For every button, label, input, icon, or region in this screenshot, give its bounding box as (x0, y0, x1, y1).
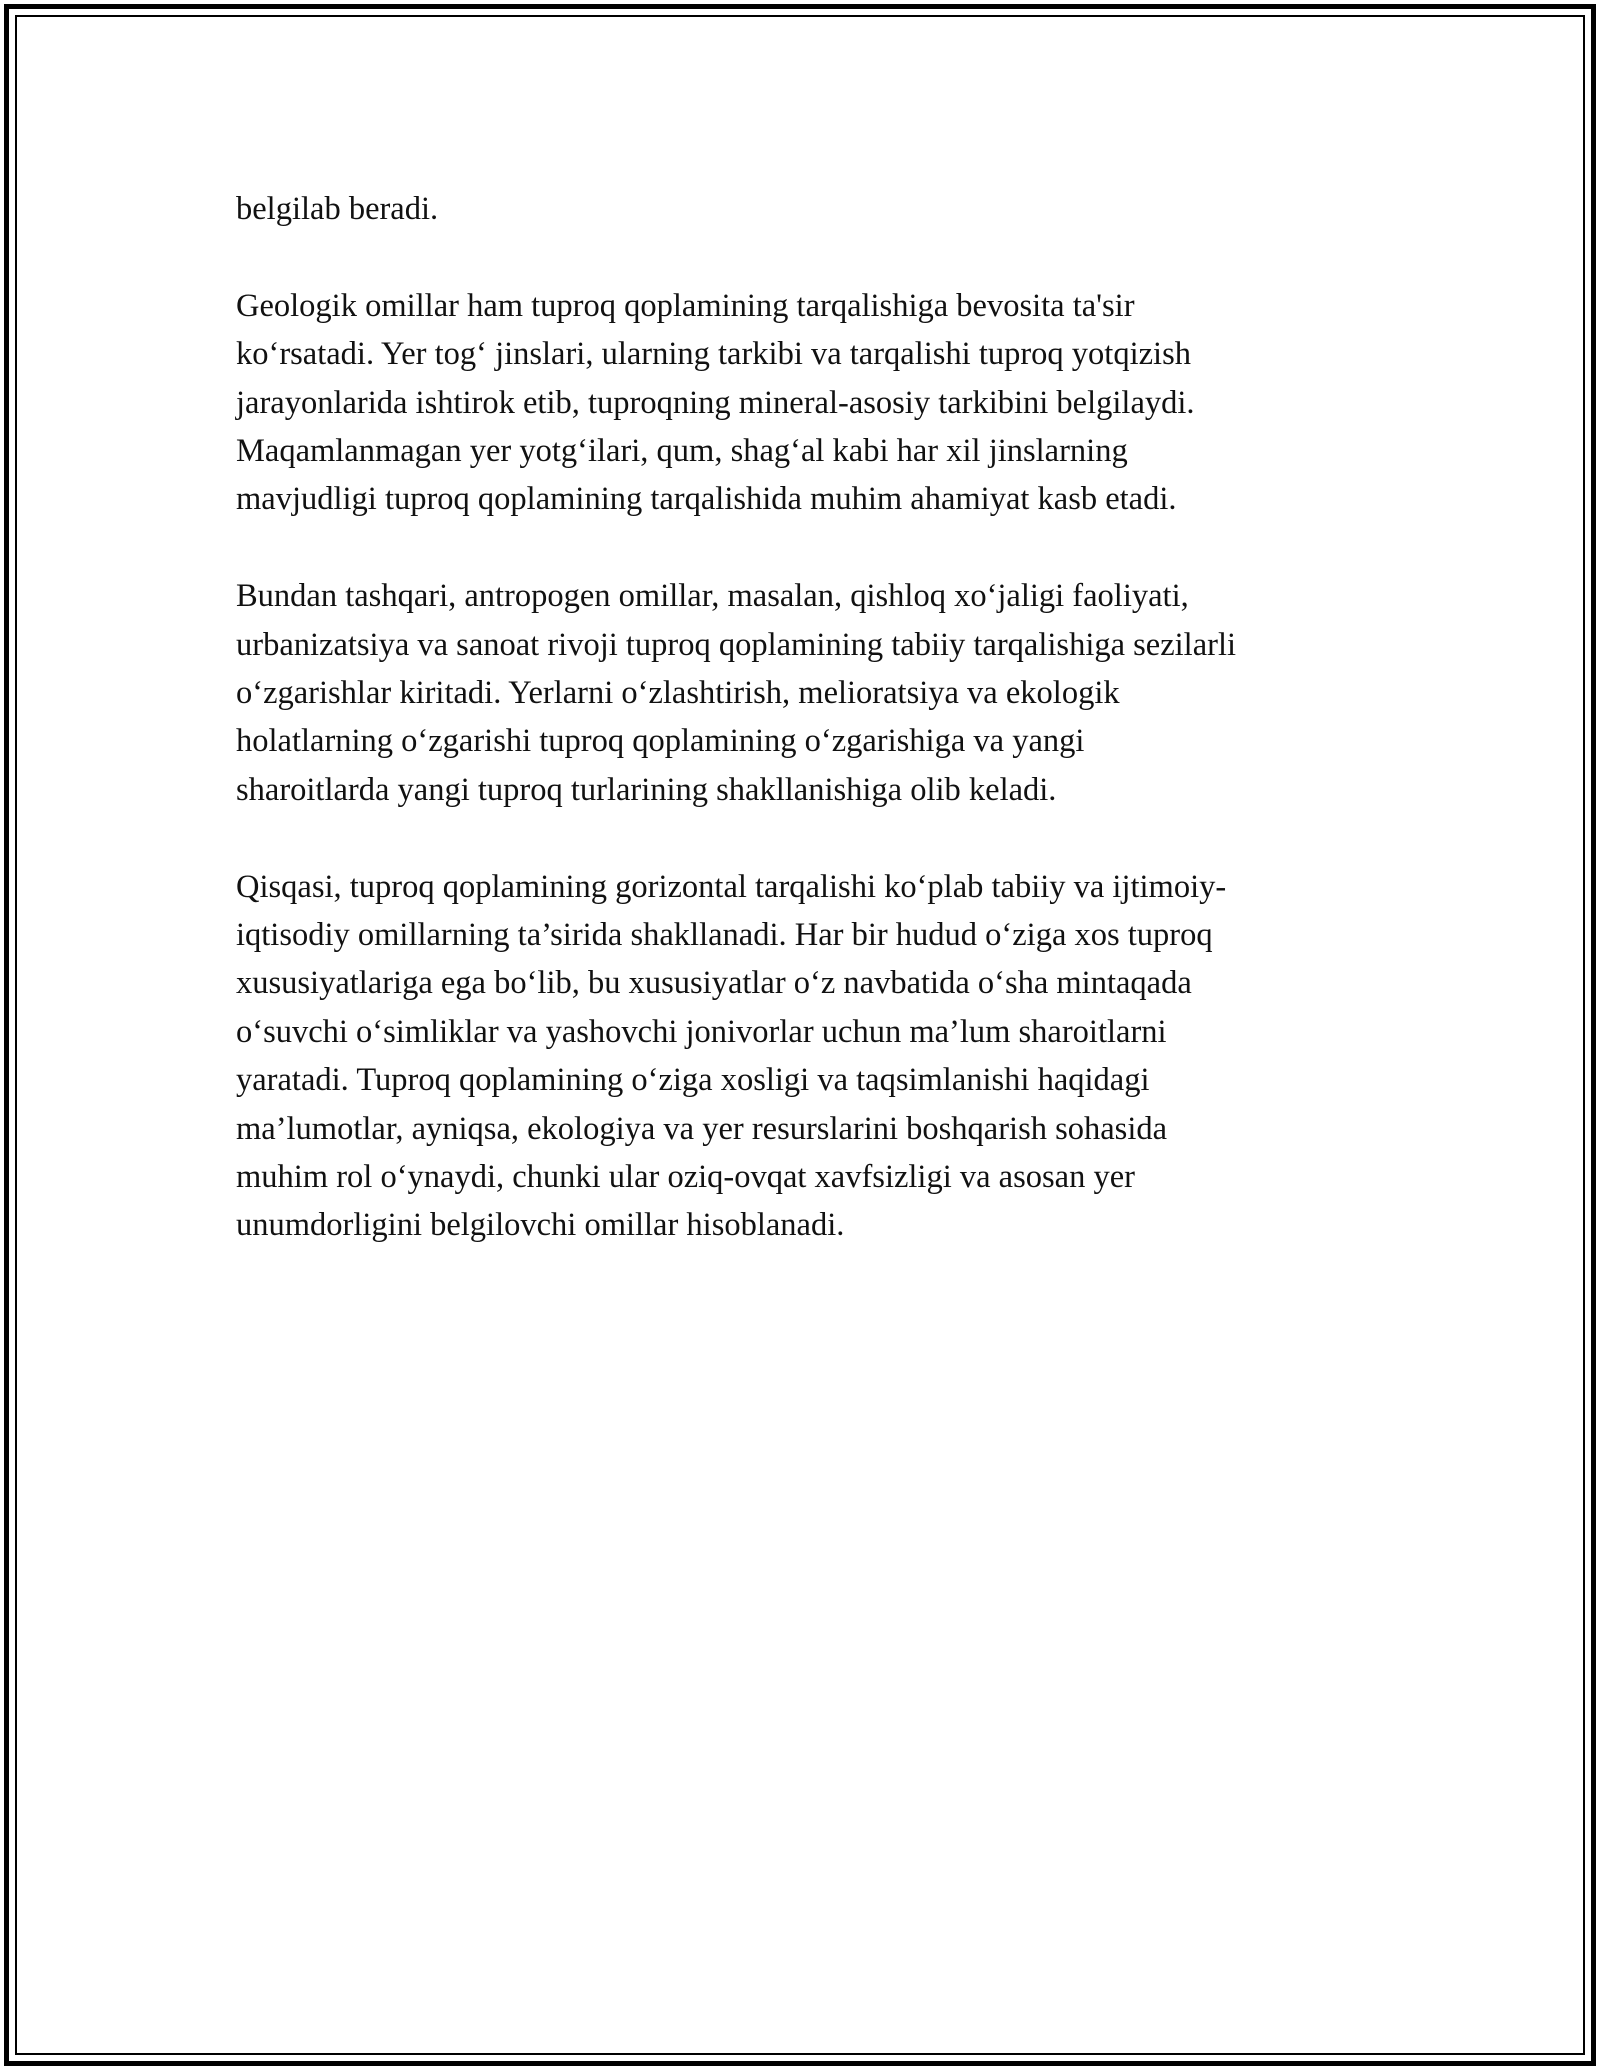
document-body (236, 185, 1376, 1298)
text-line: Qisqasi, tuproq qoplamining gorizontal tarqalishi ko‘plab tabiiy va ijtimoiy- (236, 868, 1227, 905)
paragraph-1 (236, 185, 1376, 233)
text-line: o‘suvchi o‘simliklar va yashovchi jonivorlar uchun ma’lum sharoitlarni (236, 1013, 1167, 1050)
text-line: mavjudligi tuproq qoplamining tarqalishida muhim ahamiyat kasb etadi. (236, 481, 1177, 518)
text-line: unumdorligini belgilovchi omillar hisoblanadi. (236, 1207, 845, 1244)
text-line: jarayonlarida ishtirok etib, tuproqning mineral-asosiy tarkibini belgilaydi. (236, 384, 1195, 421)
text-line: xususiyatlariga ega bo‘lib, bu xususiyatlar o‘z navbatida o‘sha mintaqada (236, 965, 1192, 1002)
text-line: holatlarning o‘zgarishi tuproq qoplamining o‘zgarishiga va yangi (236, 723, 1085, 760)
text-line: Geologik omillar ham tuproq qoplamining tarqalishiga bevosita ta'sir (236, 287, 1135, 324)
text-line: yaratadi. Tuproq qoplamining o‘ziga xosligi va taqsimlanishi haqidagi (236, 1062, 1150, 1099)
text-line: Bundan tashqari, antropogen omillar, masalan, qishloq xo‘jaligi faoliyati, (236, 578, 1189, 615)
text-line: Maqamlanmagan yer yotg‘ilari, qum, shag‘al kabi har xil jinslarning (236, 433, 1128, 470)
text-line: iqtisodiy omillarning ta’sirida shakllanadi. Har bir hudud o‘ziga xos tuproq (236, 917, 1213, 954)
text-line: belgilab beradi. (236, 191, 439, 227)
text-line: urbanizatsiya va sanoat rivoji tuproq qoplamining tabiiy tarqalishiga sezilarli (236, 626, 1237, 663)
text-line: ko‘rsatadi. Yer tog‘ jinslari, ularning tarkibi va tarqalishi tuproq yotqizish (236, 336, 1191, 373)
text-line: ma’lumotlar, ayniqsa, ekologiya va yer resurslarini boshqarish sohasida (236, 1110, 1168, 1147)
text-line: o‘zgarishlar kiritadi. Yerlarni o‘zlashtirish, melioratsiya va ekologik (236, 675, 1120, 712)
text-line: muhim rol o‘ynaydi, chunki ular oziq-ovqat xavfsizligi va asosan yer (236, 1159, 1135, 1196)
text-line: sharoitlarda yangi tuproq turlarining shakllanishiga olib keladi. (236, 771, 1057, 808)
paragraph-2 (236, 282, 1376, 524)
paragraph-4 (236, 863, 1376, 1250)
paragraph-3 (236, 572, 1376, 814)
